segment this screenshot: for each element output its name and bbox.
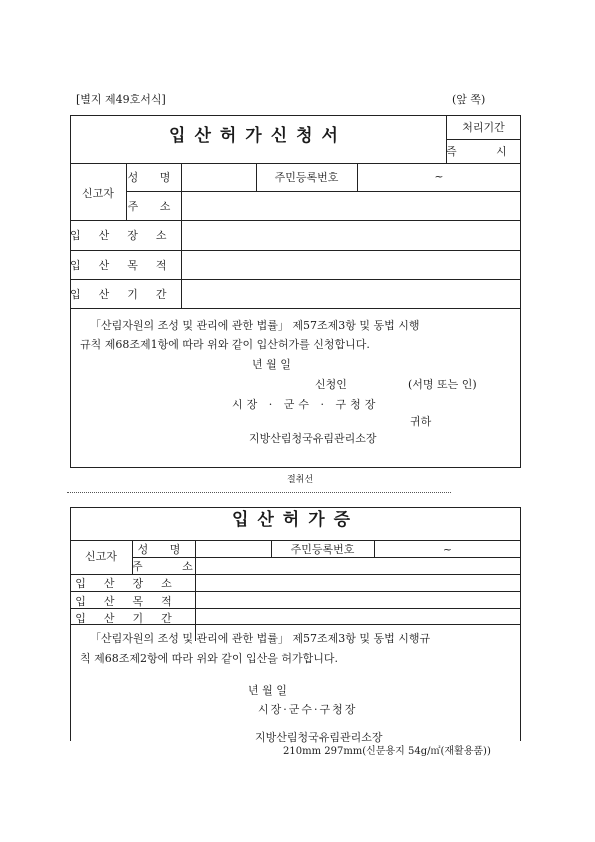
applicant-label: 신고자 [82,187,114,200]
permit-name-field[interactable] [196,541,271,556]
resident-no-field[interactable]: ~ [434,170,444,183]
page-side-label: (앞 쪽) [452,93,486,106]
signature-note: (서명 또는 인) [408,378,477,391]
permit-title: 입산허가증 [231,510,360,530]
permit-date: 년 월 일 [248,684,287,697]
mountain-entry-place-label: 입산장소 [70,229,185,242]
form-number: [별지 제49호서식] [76,93,166,106]
mountain-entry-period-label: 입산기간 [70,288,185,301]
mountain-entry-purpose-label: 입산목적 [70,259,185,272]
permit-address-field[interactable] [196,558,520,573]
permit-purpose-label: 입산목적 [75,595,190,608]
cut-line-label: 절취선 [286,475,314,485]
application-statement-line2: 규칙 제68조제1항에 따라 위와 같이 입산허가를 신청합니다. [80,338,370,351]
cut-line [67,492,451,493]
application-authority: 시장 · 군수 · 구청장 [232,398,380,411]
resident-no-label: 주민등록번호 [274,171,339,184]
name-field[interactable] [182,164,256,190]
address-field[interactable] [182,192,520,219]
permit-office: 지방산림청국유림관리소장 [255,731,383,744]
addressee: 귀하 [410,415,432,428]
permit-address-label: 주 소 [132,560,211,573]
applicant-signature-label: 신청인 [315,378,347,391]
permit-statement-line1: 「산림자원의 조성 및 관리에 관한 법률」 제57조제3항 및 동법 시행규 [90,632,431,645]
application-date: 년 월 일 [252,358,291,371]
permit-place-field[interactable] [196,575,520,590]
permit-authority: 시장·군수·구청장 [258,703,358,716]
paper-spec: 210mm 297mm(신문용지 54g/㎡(재활용품)) [283,746,491,757]
permit-purpose-field[interactable] [196,592,520,607]
permit-applicant-label: 신고자 [85,550,117,563]
permit-statement-line2: 칙 제68조제2항에 따라 위와 같이 입산을 허가합니다. [80,652,338,665]
permit-place-label: 입산장소 [75,577,190,590]
permit-period-field[interactable] [196,609,520,624]
permit-period-label: 입산기간 [75,612,190,625]
address-label: 주 소 [127,200,180,213]
permit-resident-no-label: 주민등록번호 [290,543,355,556]
application-statement-line1: 「산림자원의 조성 및 관리에 관한 법률」 제57조제3항 및 동법 시행 [90,319,420,332]
permit-name-label: 성 명 [137,543,190,556]
processing-period-label: 처리기간 [462,121,505,134]
name-label: 성 명 [127,171,180,184]
mountain-entry-place-field[interactable] [182,221,520,249]
application-office: 지방산림청국유림관리소장 [249,432,377,445]
mountain-entry-period-field[interactable] [182,280,520,307]
mountain-entry-purpose-field[interactable] [182,251,520,278]
permit-resident-no-field[interactable]: ~ [442,543,453,556]
applicant-signature-field[interactable] [350,376,405,392]
application-title: 입산허가신청서 [169,126,347,146]
processing-period-value: 즉 시 [446,145,525,158]
